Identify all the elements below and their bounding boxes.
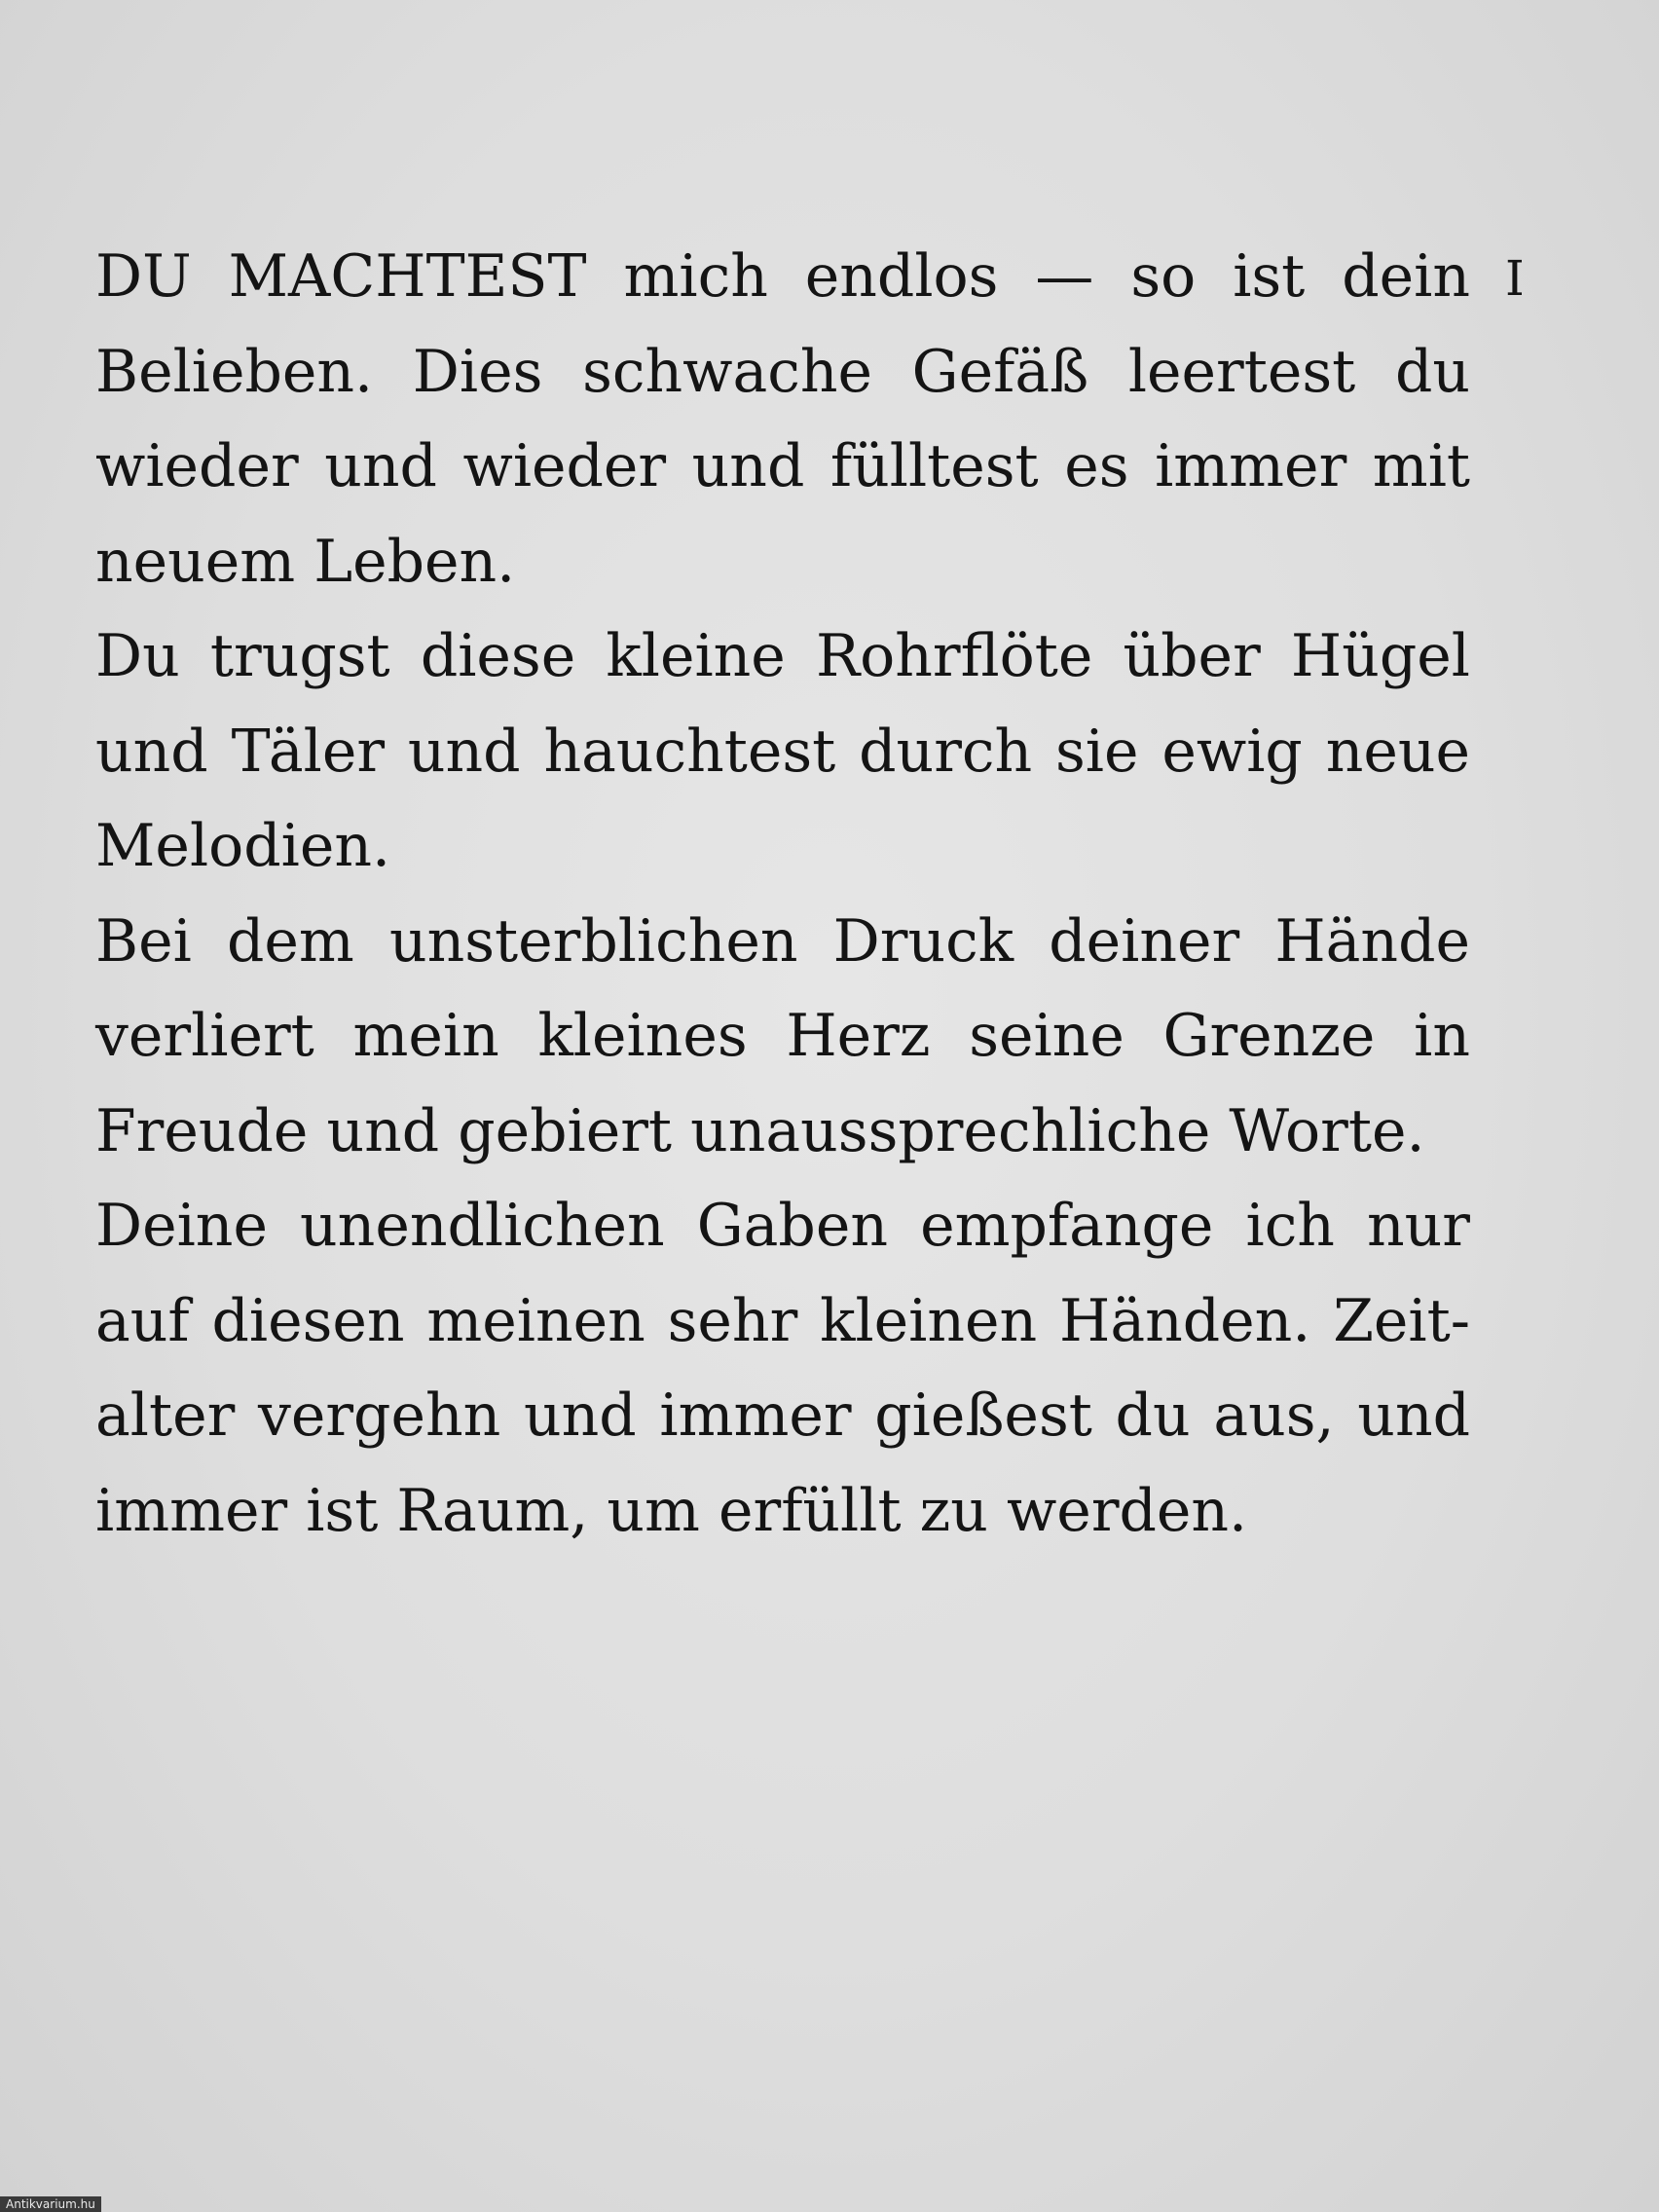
text-line: Belieben. Dies schwache Gefäß leertest du [95,337,1470,406]
text-line: DU MACHTEST mich endlos — so ist dein [95,242,1470,311]
text-line: neuem Leben. [95,527,516,596]
watermark-label: Antikvarium.hu [0,2196,101,2212]
text-line: auf diesen meinen sehr kleinen Händen. Zeit- [95,1286,1470,1355]
text-line: verliert mein kleines Herz seine Grenze in [95,1002,1470,1070]
text-line: immer ist Raum, um erfüllt zu werden. [95,1476,1248,1545]
text-line: Freude und gebiert unaussprechliche Worte. [95,1096,1425,1165]
text-line: und Täler und hauchtest durch sie ewig neue [95,717,1470,786]
text-line: Du trugst diese kleine Rohrflöte über Hügel [95,622,1470,690]
text-line: alter vergehn und immer gießest du aus, und [95,1382,1470,1450]
text-line: Bei dem unsterblichen Druck deiner Hände [95,906,1470,976]
poem-text [95,230,1470,1559]
page-number: I [1505,250,1525,307]
text-line: Melodien. [95,812,391,880]
text-line: Deine unendlichen Gaben empfange ich nur [95,1192,1470,1260]
text-line: wieder und wieder und fülltest es immer mit [95,432,1470,500]
